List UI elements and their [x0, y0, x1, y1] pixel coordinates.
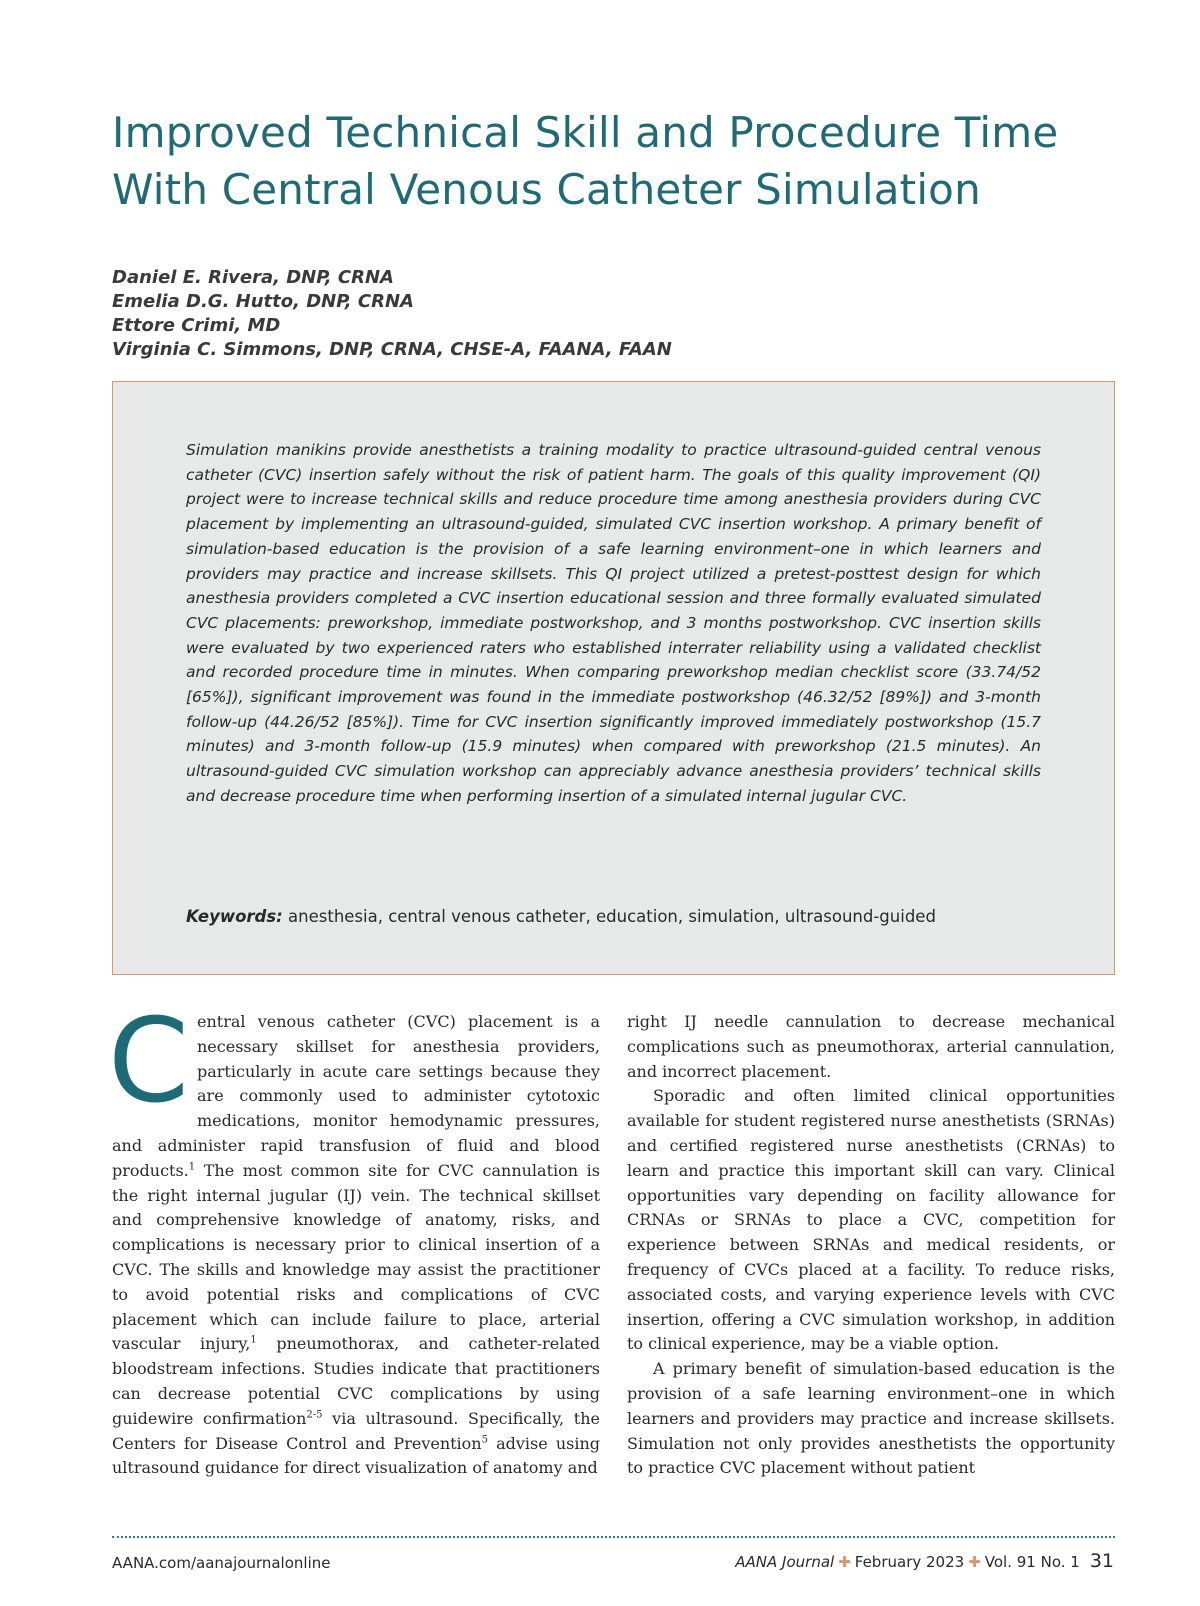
author: Daniel E. Rivera, DNP, CRNA	[112, 267, 394, 288]
body-column-left	[108, 994, 601, 1481]
body-paragraph: A primary benefit of simulation-based education is the provision of a safe learning environment–one in which learners and providers may practice and increase skillsets. Simulation not only provides anesthetists the opportunity to practice CVC placement without patient	[627, 1359, 1115, 1478]
author: Virginia C. Simmons, DNP, CRNA, CHSE-A, FAANA, FAAN	[112, 339, 672, 360]
keywords	[186, 907, 1046, 926]
title-line-1: Improved Technical Skill and Procedure Time	[112, 108, 1059, 157]
title-line-2: With Central Venous Catheter Simulation	[112, 165, 981, 214]
abstract-text: Simulation manikins provide anesthetists a training modality to practice ultrasound-guided central venous catheter (CVC) insertion safely without the risk of patient harm. The goals of this quality improvement (QI) project were to increase technical skills and reduce procedure time among anesthesia providers during CVC placement by implementing an ultrasound-guided, simulated CVC insertion workshop. A primary benefit of simulation-based education is the provision of a safe learning environment–one in which learners and providers may practice and increase skillsets. This QI project utilized a pretest-posttest design for which anesthesia providers completed a CVC insertion educational session and three formally evaluated simulated CVC placements: preworkshop, immediate postworkshop, and 3 months postworkshop. CVC insertion skills were evaluated by two experienced raters who established interrater reliability using a validated checklist and recorded procedure time in minutes. When comparing preworkshop median checklist score (33.74/52 [65%]), significant improvement was found in the immediate postworkshop (46.32/52 [89%]) and 3-month follow-up (44.26/52 [85%]). Time for CVC insertion significantly improved immediately postworkshop (15.7 minutes) and 3-month follow-up (15.9 minutes) when compared with preworkshop (21.5 minutes). An ultrasound-guided CVC simulation workshop can appreciably advance anesthesia providers’ technical skills and decrease procedure time when performing insertion of a simulated internal jugular CVC.	[186, 441, 1041, 805]
plus-icon: ✚	[838, 1553, 851, 1571]
footer-citation	[735, 1550, 1114, 1572]
intro-paragraph: Central venous catheter (CVC) placement is a necessary skillset for anesthesia providers, particularly in acute care settings because they are commonly used to administer cytotoxic medications, monitor hemodynamic pressures, and administer rapid transfusion of fluid and blood products.$^1$ The most common site for CVC cannulation is the right internal jugular (IJ) vein. The technical skillset and comprehensive knowledge of anatomy, risks, and complications is necessary prior to clinical insertion of a CVC. The skills and knowledge may assist the practitioner to avoid potential risks and complications of CVC placement which can include failure to place, arterial vascular injury,$^1$ pneumothorax, and catheter-related bloodstream infections. Studies indicate that practitioners can decrease potential CVC complications by using guidewire confirmation$^{2-5}$ via ultrasound. Specifically, the Centers for Disease Control and Prevention$^5$ advise using ultrasound guidance for direct visualization of anatomy and	[108, 994, 601, 1478]
page-number: 31	[1089, 1550, 1114, 1572]
body-paragraph: Sporadic and often limited clinical opportunities available for student registered nurse anesthetists (SRNAs) and certified registered nurse anesthetists (CRNAs) to learn and practice this important skill can vary. Clinical opportunities vary depending on facility allowance for CRNAs or SRNAs to place a CVC, competition for experience between SRNAs and medical residents, or frequency of CVCs placed at a facility. To reduce risks, associated costs, and varying experience levels with CVC insertion, offering a CVC simulation workshop, in addition to clinical experience, may be a viable option.	[627, 1086, 1115, 1354]
author: Emelia D.G. Hutto, DNP, CRNA	[112, 291, 414, 312]
abstract-box	[112, 381, 1115, 975]
body-paragraph: right IJ needle cannulation to decrease mechanical complications such as pneumothorax, arterial cannulation, and incorrect placement.	[627, 1012, 1115, 1081]
footer-divider	[112, 1536, 1115, 1538]
keywords-label: Keywords:	[186, 907, 283, 926]
article-title	[112, 104, 1112, 218]
body-column-right	[627, 1010, 1115, 1481]
footer-url[interactable]: AANA.com/aanajournalonline	[112, 1554, 331, 1572]
issue-date: February 2023	[854, 1553, 965, 1571]
reference[interactable]: 1	[188, 1161, 196, 1173]
journal-name: AANA Journal	[735, 1553, 835, 1571]
author: Ettore Crimi, MD	[112, 315, 281, 336]
reference[interactable]: 2-5	[306, 1409, 323, 1421]
drop-cap: C	[108, 994, 189, 1129]
author-list	[112, 266, 672, 362]
volume: Vol. 91 No. 1	[984, 1553, 1080, 1571]
plus-icon: ✚	[968, 1553, 981, 1571]
reference[interactable]: 5	[481, 1434, 488, 1446]
keywords-list: anesthesia, central venous catheter, education, simulation, ultrasound-guided	[288, 907, 936, 926]
reference[interactable]: 1	[250, 1335, 257, 1347]
